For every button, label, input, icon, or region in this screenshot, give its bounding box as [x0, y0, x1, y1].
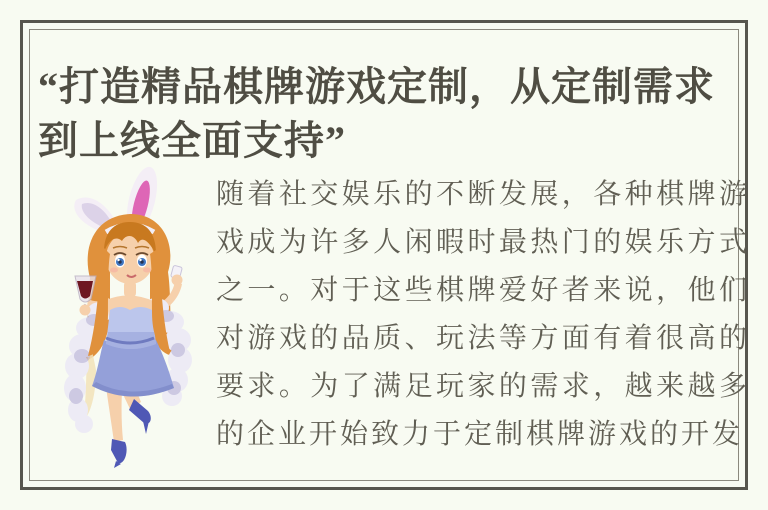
outer-frame — [20, 20, 748, 490]
article-body: 随着社交娱乐的不断发展，各种棋牌游戏成为许多人闲暇时最热门的娱乐方式之一。对于这些棋牌爱好者来说，他们对游戏的品质、玩法等方面有着很高的要求。为了满足玩家的需求，越来越多的企业开始致力于定制棋牌游戏的开发 — [216, 177, 750, 450]
inner-frame — [29, 29, 750, 481]
article-title: “打造精品棋牌游戏定制，从定制需求到上线全面支持” — [38, 64, 715, 163]
raised-hand — [171, 265, 183, 285]
dress-bodice — [106, 307, 156, 349]
bunny-girl-illustration — [30, 160, 222, 468]
